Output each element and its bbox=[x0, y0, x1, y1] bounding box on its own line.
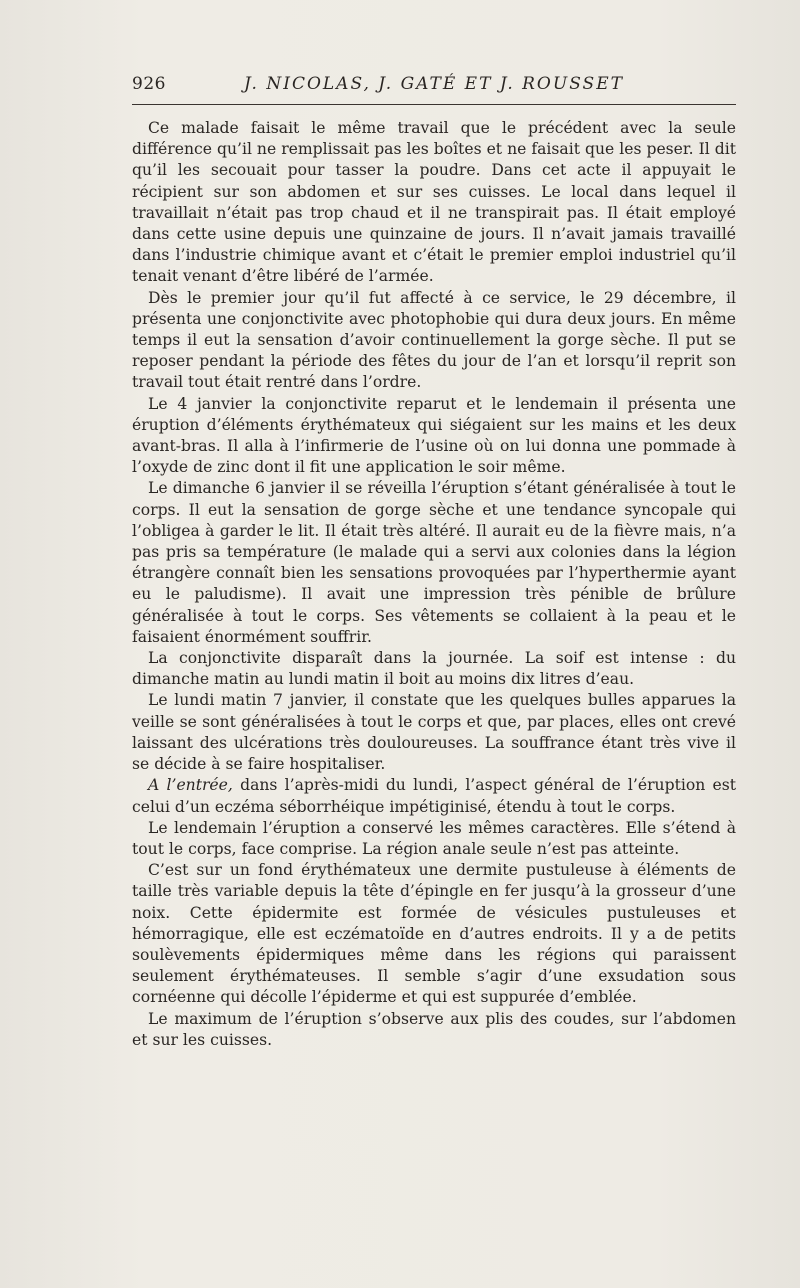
page-number: 926 bbox=[132, 74, 166, 94]
paragraph-5: La conjonctivite disparaît dans la journée. La soif est intense : du dimanche matin au lundi matin il boit au moins dix litres d’eau. bbox=[132, 649, 736, 689]
running-title: J. NICOLAS, J. GATÉ ET J. ROUSSET bbox=[244, 74, 624, 94]
page-header bbox=[132, 74, 736, 100]
paragraph-1: Ce malade faisait le même travail que le précédent avec la seule différence qu’il ne remplissait pas les boîtes et ne faisait que les peser. Il dit qu’il les secouait pour tasser la poudre. Dans cet acte il appuyait le récipient sur son abdomen et sur ses cuisses. Le local dans lequel il travaillait n’était pas trop chaud et il ne transpirait pas. Il était employé dans cette usine depuis une quinzaine de jours. Il n’avait jamais travaillé dans l’industrie chimique avant et c’était le premier emploi industriel qu’il tenait venant d’être libéré de l’armée. bbox=[132, 119, 736, 286]
body-text bbox=[132, 118, 736, 1051]
paragraph-9: C’est sur un fond érythémateux une dermite pustuleuse à éléments de taille très variable depuis la tête d’épingle en fer jusqu’à la grosseur d’une noix. Cette épidermite est formée de vésicules pustuleuses et hémorragique, elle est eczématoïde en d’autres endroits. Il y a de petits soulèvements épidermiques même dans les régions qui paraissent seulement érythémateuses. Il semble s’agir d’une exsudation sous cornéenne qui décolle l’épiderme et qui est suppurée d’emblée. bbox=[132, 861, 736, 1007]
paragraph-10: Le maximum de l’éruption s’observe aux plis des coudes, sur l’abdomen et sur les cuisses. bbox=[132, 1009, 736, 1049]
italic-lead: A l’entrée, bbox=[148, 776, 233, 795]
paragraph-4: Le dimanche 6 janvier il se réveilla l’éruption s’étant généralisée à tout le corps. Il eut la sensation de gorge sèche et une tendance syncopale qui l’obligea à garder le lit. Il était très altéré. Il aurait eu de la fièvre mais, n’a pas pris sa température (le malade qui a servi aux colonies dans la légion étrangère connaît bien les sensations provoquées par l’hyperthermie ayant eu le paludisme). Il avait une impression très pénible de brûlure généralisée à tout le corps. Ses vêtements se collaient à la peau et le faisaient énormément souffrir. bbox=[132, 479, 736, 646]
header-rule bbox=[132, 104, 736, 105]
paragraph-8: Le lendemain l’éruption a conservé les mêmes caractères. Elle s’étend à tout le corps, face comprise. La région anale seule n’est pas atteinte. bbox=[132, 818, 736, 858]
paragraph-2: Dès le premier jour qu’il fut affecté à ce service, le 29 décembre, il présenta une conjonctivite avec photophobie qui dura deux jours. En même temps il eut la sensation d’avoir continuellement la gorge sèche. Il put se reposer pendant la période des fêtes du jour de l’an et lorsqu’il reprit son travail tout était rentré dans l’ordre. bbox=[132, 288, 736, 392]
paragraph-7 bbox=[132, 775, 736, 817]
paragraph-7-text: dans l’après-midi du lundi, l’aspect général de l’éruption est celui d’un eczéma séborrhéique impétiginisé, étendu à tout le corps. bbox=[132, 776, 736, 816]
paragraph-6: Le lundi matin 7 janvier, il constate que les quelques bulles apparues la veille se sont généralisées à tout le corps et que, par places, elles ont crevé laissant des ulcérations très douloureuses. La souffrance étant très vive il se décide à se faire hospitaliser. bbox=[132, 691, 736, 774]
paragraph-3: Le 4 janvier la conjonctivite reparut et le lendemain il présenta une éruption d’éléments érythémateux qui siégaient sur les mains et les deux avant-bras. Il alla à l’infirmerie de l’usine où on lui donna une pommade à l’oxyde de zinc dont il fit une application le soir même. bbox=[132, 394, 736, 477]
